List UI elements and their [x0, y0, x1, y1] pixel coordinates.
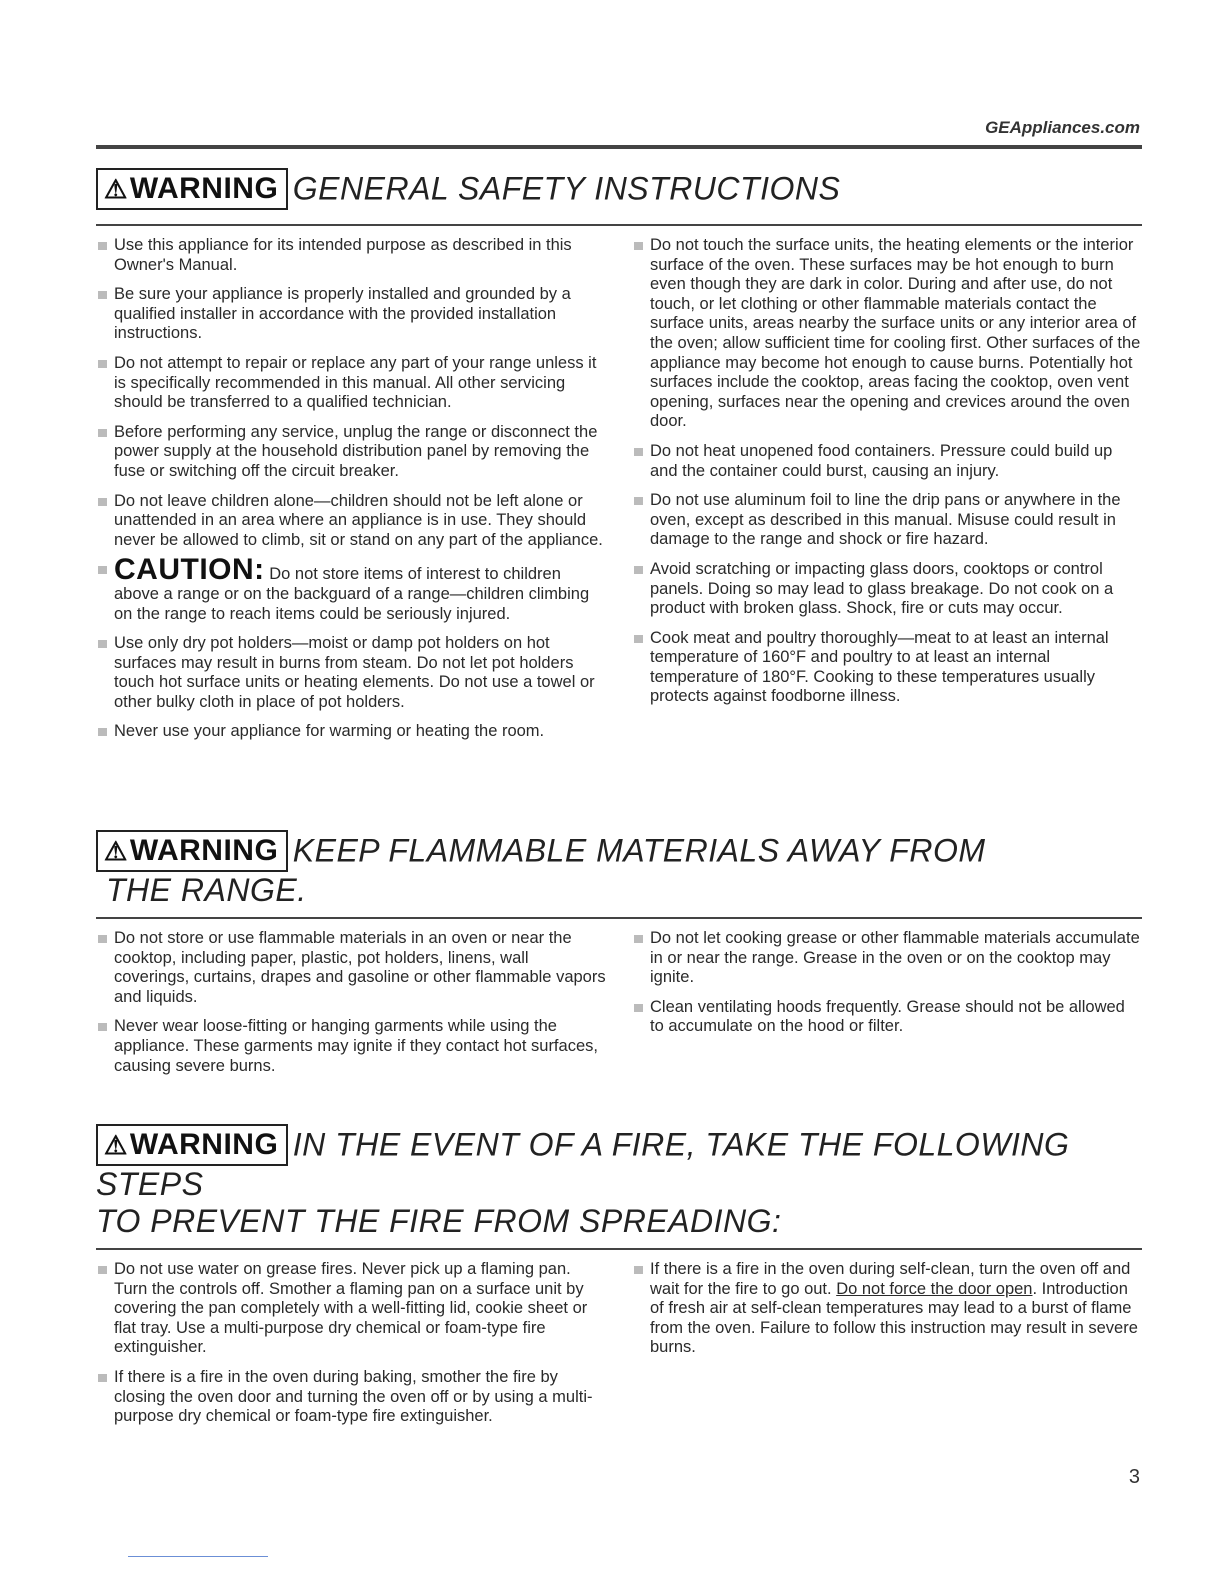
section-title-line2: THE RANGE. — [106, 872, 307, 908]
caution-label: CAUTION: — [114, 553, 265, 587]
warning-label-text: WARNING — [129, 1128, 279, 1161]
list-item: Do not store or use flammable materials in an oven or near the cooktop, including paper, plastic, pot holders, linens, wall coverings, curtains, drapes and gasoline or other flammable vapors and liquids. — [96, 929, 606, 1007]
section-rule — [96, 1248, 1142, 1250]
section-title-line2: TO PREVENT THE FIRE FROM SPREADING: — [96, 1203, 782, 1239]
list-item: Do not use aluminum foil to line the drip pans or anywhere in the oven, except as described in this manual. Misuse could result in damage to the range and shock or fire hazard. — [632, 491, 1142, 550]
warning-label — [96, 1124, 288, 1166]
section-title: KEEP FLAMMABLE MATERIALS AWAY FROM — [292, 832, 986, 869]
section-rule — [96, 224, 1142, 226]
self-clean-warning-underlined: Do not force the door open — [836, 1279, 1033, 1298]
top-rule — [96, 145, 1142, 149]
warning-label-text: WARNING — [129, 834, 279, 867]
list-item: Do not leave children alone—children should not be left alone or unattended in an area where an appliance is in use. They should never be allowed to climb, sit or stand on any part of the appliance. — [96, 492, 606, 551]
list-item: Cook meat and poultry thoroughly—meat to at least an internal temperature of 160°F and poultry to at least an internal temperature of 180°F. Cooking to these temperatures usually protects against foodborne illness. — [632, 629, 1142, 707]
right-column — [632, 929, 1142, 1086]
list-item: Do not touch the surface units, the heating elements or the interior surface of the oven. These surfaces may be hot enough to burn even though they are dark in color. During and after use, do not touch, or let clothing or other flammable materials contact the surface units, areas nearby the surface units or any interior area of the oven; allow sufficient time for cooling first. Other surfaces of the appliance may become hot enough to cause burns. Potentially hot surfaces include the cooktop, areas facing the cooktop, oven vent opening, surfaces near the opening and crevices around the oven door. — [632, 236, 1142, 432]
left-column — [96, 929, 606, 1086]
section-fire-steps — [96, 1124, 1142, 1437]
section-heading — [96, 168, 1142, 210]
list-item: Before performing any service, unplug the range or disconnect the power supply at the household distribution panel by removing the fuse or switching off the circuit breaker. — [96, 423, 606, 482]
section-heading — [96, 830, 1142, 872]
site-url: GEAppliances.com — [985, 118, 1140, 137]
warning-triangle-icon: ⚠ — [104, 174, 128, 204]
warning-label — [96, 168, 288, 210]
self-clean-text-after: . Introduction of fresh air at self-clean temperatures may lead to a burst of flame from the oven. Failure to follow this instruction may result in severe burns. — [650, 1279, 1138, 1357]
list-item: Clean ventilating hoods frequently. Grease should not be allowed to accumulate on the hood or filter. — [632, 998, 1142, 1037]
section-title: IN THE EVENT OF A FIRE, TAKE THE FOLLOWING STEPS — [96, 1126, 1070, 1202]
list-item: Do not heat unopened food containers. Pressure could build up and the container could burst, causing an injury. — [632, 442, 1142, 481]
page-number: 3 — [1128, 1466, 1140, 1488]
list-item: Do not let cooking grease or other flammable materials accumulate in or near the range. Grease in the oven or on the cooktop may ignite. — [632, 929, 1142, 988]
list-item: Use only dry pot holders—moist or damp pot holders on hot surfaces may result in burns from steam. Do not let pot holders touch hot surface units or heating elements. Do not use a towel or other bulky cloth in place of pot holders. — [96, 634, 606, 712]
section-columns — [96, 236, 1142, 752]
list-item: Use this appliance for its intended purpose as described in this Owner's Manual. — [96, 236, 606, 275]
list-item: Avoid scratching or impacting glass doors, cooktops or control panels. Doing so may lead to glass breakage. Do not cook on a product with broken glass. Shock, fire or cuts may occur. — [632, 560, 1142, 619]
footer-link-line — [128, 1556, 268, 1557]
self-clean-text-before: If there is a fire in the oven during self-clean, turn the oven off and wait for the fire to go out. — [650, 1260, 1131, 1298]
warning-label-text: WARNING — [129, 172, 279, 205]
list-item: If there is a fire in the oven during baking, smother the fire by closing the oven door and turning the oven off or by using a multi-purpose dry chemical or foam-type fire extinguisher. — [96, 1368, 606, 1427]
warning-triangle-icon: ⚠ — [104, 836, 128, 866]
section-general-safety — [96, 168, 1142, 752]
section-title: GENERAL SAFETY INSTRUCTIONS — [292, 170, 841, 207]
list-item: Never use your appliance for warming or heating the room. — [96, 722, 606, 742]
section-columns — [96, 929, 1142, 1086]
list-item: Do not attempt to repair or replace any part of your range unless it is specifically recommended in this manual. All other servicing should be transferred to a qualified technician. — [96, 354, 606, 413]
left-column — [96, 1260, 606, 1437]
list-item: Never wear loose-fitting or hanging garments while using the appliance. These garments may ignite if they contact hot surfaces, causing severe burns. — [96, 1017, 606, 1076]
right-column — [632, 1260, 1142, 1437]
section-flammable-materials — [96, 830, 1142, 1086]
left-column — [96, 236, 606, 752]
warning-label — [96, 830, 288, 872]
caution-text: Do not store items of interest to children above a range or on the backguard of a range—children climbing on the range to reach items could be seriously injured. — [114, 565, 590, 623]
caution-item — [96, 553, 606, 624]
list-item — [632, 1260, 1142, 1358]
warning-triangle-icon: ⚠ — [104, 1130, 128, 1160]
section-columns — [96, 1260, 1142, 1437]
section-rule — [96, 917, 1142, 919]
list-item: Be sure your appliance is properly installed and grounded by a qualified installer in accordance with the provided installation instructions. — [96, 285, 606, 344]
right-column — [632, 236, 1142, 752]
section-heading — [96, 1124, 1142, 1203]
list-item: Do not use water on grease fires. Never pick up a flaming pan. Turn the controls off. Smother a flaming pan on a surface unit by covering the pan completely with a well-fitting lid, cookie sheet or flat tray. Use a multi-purpose dry chemical or foam-type fire extinguisher. — [96, 1260, 606, 1358]
